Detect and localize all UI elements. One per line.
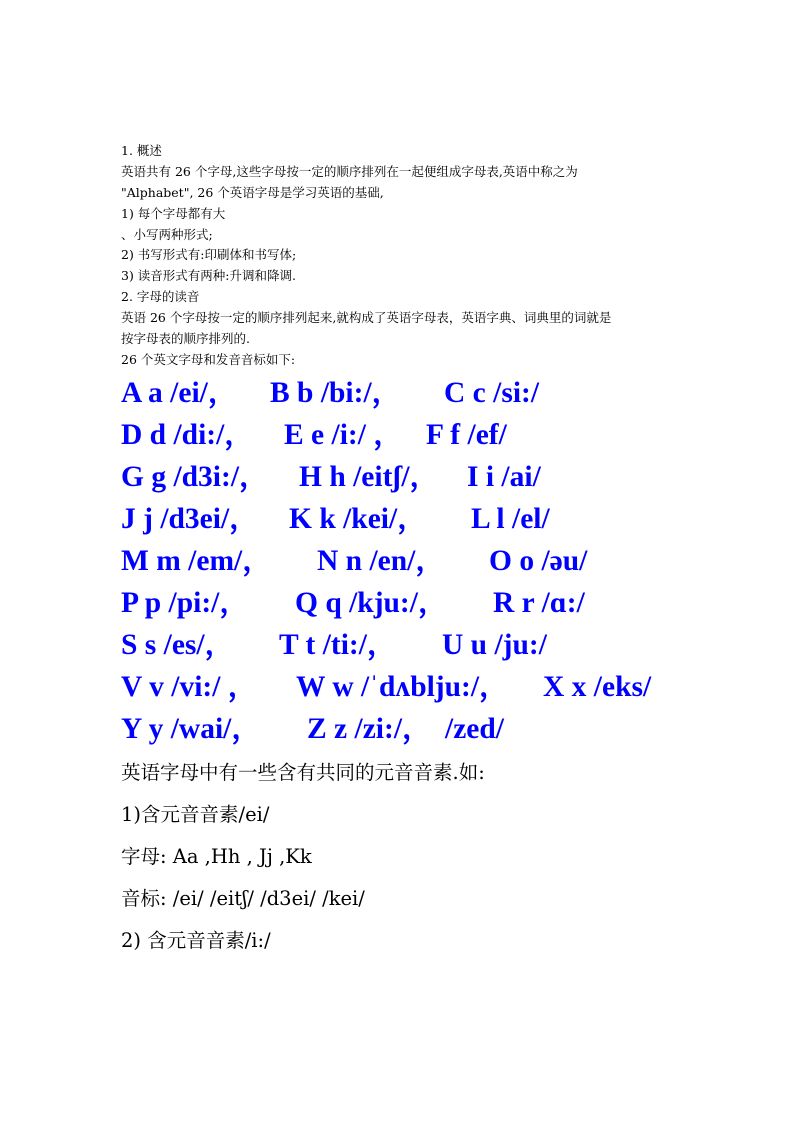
alphabet-row: [121, 414, 781, 456]
letter-entry: Y y /wai/，: [121, 713, 261, 745]
alphabet-row: [121, 708, 781, 750]
section-heading-overview: 1. 概述: [121, 143, 162, 158]
section-heading-pronunciation: 2. 字母的读音: [121, 289, 200, 305]
alphabet-row: [121, 624, 781, 666]
intro-section: [121, 141, 691, 371]
letter-entry: B b /bi:/，: [270, 377, 402, 409]
intro-paragraph-line: "Alphabet", 26 个英语字母是学习英语的基础,: [121, 184, 384, 200]
list-item: 2) 书写形式有:印刷体和书写体;: [121, 247, 297, 263]
alphabet-row: [121, 372, 781, 414]
letter-entry: V v /vi:/ ，: [121, 671, 258, 703]
list-item-continuation: 、小写两种形式;: [121, 226, 213, 242]
letter-entry: J j /d3ei/，: [121, 503, 259, 535]
alphabet-row: [121, 582, 781, 624]
letter-entry: K k /kei/，: [289, 503, 427, 535]
letter-entry: U u /ju:/: [442, 629, 547, 661]
vowel-group-heading: 2) 含元音音素/i:/: [121, 929, 271, 952]
letter-entry: E e /i:/ ，: [284, 419, 403, 451]
letter-entry: C c /si:/: [444, 377, 540, 409]
letter-entry: T t /ti:/，: [279, 629, 397, 661]
alphabet-row: [121, 540, 781, 582]
letter-entry: S s /es/，: [121, 629, 235, 661]
letter-entry: Q q /kju:/，: [295, 587, 448, 619]
letter-entry: R r /ɑ:/: [493, 587, 585, 619]
vowel-group-heading: 1)含元音音素/ei/: [121, 803, 270, 826]
list-item: 1) 每个字母都有大: [121, 205, 226, 221]
letter-entry: A a /ei/，: [121, 377, 238, 409]
phonetics-line: 音标: /ei/ /eitʃ/ /d3ei/ /kei/: [121, 887, 365, 910]
intro-paragraph-line: 英语 26 个字母按一定的顺序排列起来,就构成了英语字母表，英语字典、词典里的词就是: [121, 310, 612, 326]
notes-intro: 英语字母中有一些含有共同的元音音素.如:: [121, 761, 485, 784]
letter-entry: P p /pi:/，: [121, 587, 249, 619]
list-item: 3) 读音形式有两种:升调和降调.: [121, 268, 296, 284]
letter-entry: I i /ai/: [467, 461, 541, 493]
letter-entry: M m /em/，: [121, 545, 272, 577]
alphabet-row: [121, 666, 781, 708]
letter-entry: /zed/: [445, 713, 504, 745]
letter-entry: H h /eitʃ/，: [299, 461, 440, 493]
intro-paragraph-line: 英语共有 26 个字母,这些字母按一定的顺序排列在一起便组成字母表,英语中称之为: [121, 163, 578, 179]
alphabet-row: [121, 498, 781, 540]
letter-entry: O o /əu/: [489, 545, 588, 577]
intro-paragraph-line: 按字母表的顺序排列的.: [121, 331, 250, 347]
alphabet-row: [121, 456, 781, 498]
alphabet-phonetic-table: [121, 372, 781, 750]
letter-entry: Z z /zi:/，: [307, 713, 432, 745]
letter-entry: D d /di:/，: [121, 419, 254, 451]
letters-line: 字母: Aa ,Hh , Jj ,Kk: [121, 845, 312, 868]
letter-entry: N n /en/，: [317, 545, 445, 577]
intro-paragraph-line: 26 个英文字母和发音音标如下:: [121, 351, 296, 367]
letter-entry: F f /ef/: [426, 419, 507, 451]
vowel-notes-section: [121, 752, 741, 962]
letter-entry: G g /d3i:/，: [121, 461, 269, 493]
letter-entry: X x /eks/: [543, 671, 652, 703]
letter-entry: W w /ˈdʌblju:/，: [296, 671, 509, 703]
letter-entry: L l /el/: [471, 503, 550, 535]
